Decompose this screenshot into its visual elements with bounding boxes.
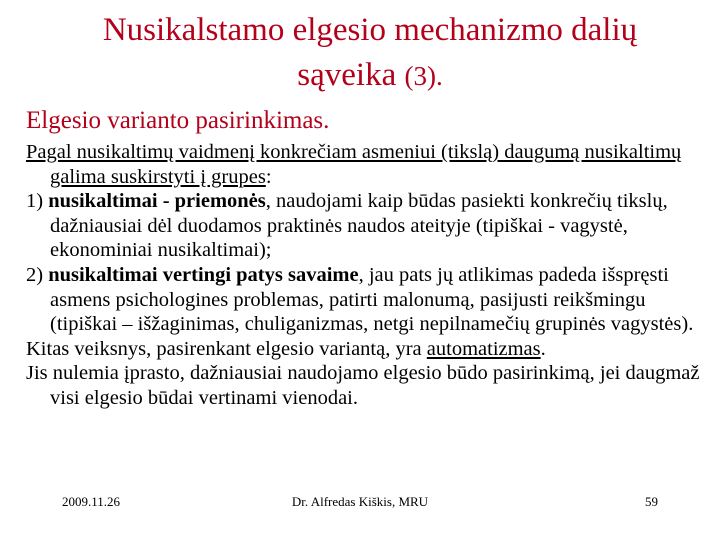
list-item-1 (26, 189, 706, 263)
list-item-2 (26, 263, 706, 337)
list-item-2-text: , jau pats jų atlikimas padeda išspręsti asmens psichologines problemas, patirti malonumą, pasijusti reikšmingu (tipiškai – išžaginimas, chuliganizmas, netgi nepilnamečių grupinės vagystės). (50, 263, 694, 336)
list-item-2-term: nusikaltimai vertingi patys savaime (48, 263, 359, 286)
list-item-2-number: 2) (26, 263, 49, 286)
slide-body (26, 140, 706, 411)
factor-underlined-term: automatizmas (426, 337, 541, 360)
list-item-1-term: nusikaltimai - priemonės (48, 190, 266, 213)
footer-author: Dr. Alfredas Kiškis, MRU (291, 494, 429, 509)
title-line-2: sąveika (297, 57, 405, 93)
title-line-2-suffix: (3). (404, 61, 443, 91)
factor-tail: . (540, 337, 546, 360)
intro-tail: : (265, 165, 272, 188)
intro-paragraph (26, 140, 706, 189)
footer-date: 2009.11.26 (62, 494, 121, 509)
habit-paragraph: Jis nulemia įprasto, dažniausiai naudojamo elgesio būdo pasirinkimą, jei daugmaž visi elgesio būdai vertinami vienodai. (26, 362, 700, 409)
title-line-1: Nusikalstamo elgesio mechanizmo dalių (102, 12, 638, 48)
footer-page-number: 59 (645, 494, 658, 509)
slide-title (40, 8, 700, 99)
factor-paragraph (26, 337, 706, 362)
list-item-1-text: , naudojami kaip būdas pasiekti konkrečių tikslų, dažniausiai dėl duodamos praktinės naudos ateityje (tipiškai - vagystė, ekonominiai nusikaltimai); (50, 190, 668, 262)
intro-underlined-text: Pagal nusikaltimų vaidmenį konkrečiam asmeniui (tikslą) daugumą nusikaltimų galima suskirstyti į grupes (26, 141, 682, 188)
slide-subtitle: Elgesio varianto pasirinkimas. (26, 107, 330, 134)
list-item-1-number: 1) (26, 190, 49, 213)
factor-text: Kitas veiksnys, pasirenkant elgesio variantą, yra (26, 337, 427, 360)
